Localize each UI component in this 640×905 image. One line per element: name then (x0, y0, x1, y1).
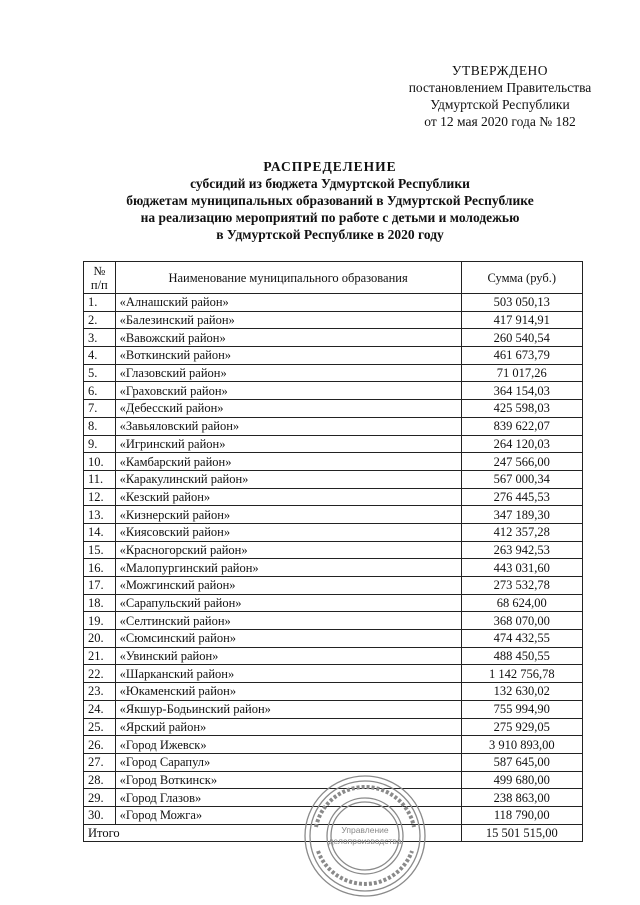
table-body (84, 294, 583, 825)
row-name: «Шарканский район» (115, 665, 461, 683)
row-number: 18. (84, 594, 116, 612)
row-sum: 364 154,03 (461, 382, 582, 400)
row-name: «Дебесский район» (115, 400, 461, 418)
row-number: 24. (84, 700, 116, 718)
row-name: «Малопургинский район» (115, 559, 461, 577)
row-name: «Сарапульский район» (115, 594, 461, 612)
row-sum: 264 120,03 (461, 435, 582, 453)
table-row (84, 470, 583, 488)
row-sum: 587 645,00 (461, 753, 582, 771)
table-row (84, 453, 583, 471)
row-number: 14. (84, 523, 116, 541)
row-number: 19. (84, 612, 116, 630)
row-name: «Город Можга» (115, 806, 461, 824)
table-row (84, 347, 583, 365)
row-name: «Селтинский район» (115, 612, 461, 630)
table-row (84, 630, 583, 648)
row-sum: 3 910 893,00 (461, 736, 582, 754)
row-name: «Глазовский район» (115, 364, 461, 382)
row-name: «Увинский район» (115, 647, 461, 665)
table-row (84, 718, 583, 736)
row-name: «Вавожский район» (115, 329, 461, 347)
table-row (84, 577, 583, 595)
stamp-text-line-2: делопроизводства (328, 836, 402, 846)
row-sum: 132 630,02 (461, 683, 582, 701)
row-name: «Игринский район» (115, 435, 461, 453)
table-row (84, 364, 583, 382)
row-sum: 347 189,30 (461, 506, 582, 524)
table-header-row (84, 262, 583, 294)
title-line-2: субсидий из бюджета Удмуртской Республики (190, 176, 470, 191)
row-number: 10. (84, 453, 116, 471)
document-title (60, 158, 600, 243)
header-number (84, 262, 116, 294)
title-line-4: на реализацию мероприятий по работе с детьми и молодежью (140, 210, 520, 225)
row-sum: 567 000,34 (461, 470, 582, 488)
approval-line-1: постановлением Правительства (408, 80, 592, 95)
row-name: «Красногорский район» (115, 541, 461, 559)
row-sum: 839 622,07 (461, 417, 582, 435)
row-number: 1. (84, 294, 116, 312)
row-name: «Балезинский район» (115, 311, 461, 329)
row-number: 4. (84, 347, 116, 365)
row-sum: 499 680,00 (461, 771, 582, 789)
header-name: Наименование муниципального образования (115, 262, 461, 294)
header-number-line-2: п/п (90, 277, 108, 292)
header-number-line-1: № (93, 263, 106, 278)
row-name: «Город Сарапул» (115, 753, 461, 771)
row-name: «Каракулинский район» (115, 470, 461, 488)
row-name: «Воткинский район» (115, 347, 461, 365)
row-name: «Юкаменский район» (115, 683, 461, 701)
table-row (84, 753, 583, 771)
table-row (84, 506, 583, 524)
row-number: 25. (84, 718, 116, 736)
stamp-text-line-1: Управление (341, 825, 389, 835)
row-sum: 238 863,00 (461, 789, 582, 807)
total-sum: 15 501 515,00 (461, 824, 582, 842)
stamp-seal-icon (302, 773, 428, 899)
row-name: «Город Воткинск» (115, 771, 461, 789)
row-name: «Ярский район» (115, 718, 461, 736)
row-number: 2. (84, 311, 116, 329)
row-name: «Кезский район» (115, 488, 461, 506)
row-sum: 1 142 756,78 (461, 665, 582, 683)
row-number: 12. (84, 488, 116, 506)
table-row (84, 594, 583, 612)
row-sum: 488 450,55 (461, 647, 582, 665)
table-row (84, 541, 583, 559)
table-row (84, 683, 583, 701)
table-row (84, 736, 583, 754)
total-label: Итого (84, 824, 462, 842)
office-stamp (302, 773, 428, 899)
approval-line-3: от 12 мая 2020 года № 182 (424, 114, 576, 129)
row-number: 8. (84, 417, 116, 435)
row-sum: 275 929,05 (461, 718, 582, 736)
row-name: «Якшур-Бодьинский район» (115, 700, 461, 718)
row-name: «Кизнерский район» (115, 506, 461, 524)
row-name: «Город Ижевск» (115, 736, 461, 754)
title-line-5: в Удмуртской Республике в 2020 году (216, 227, 444, 242)
row-name: «Город Глазов» (115, 789, 461, 807)
row-sum: 260 540,54 (461, 329, 582, 347)
row-number: 15. (84, 541, 116, 559)
table-row (84, 612, 583, 630)
row-sum: 118 790,00 (461, 806, 582, 824)
row-sum: 276 445,53 (461, 488, 582, 506)
row-number: 11. (84, 470, 116, 488)
row-name: «Можгинский район» (115, 577, 461, 595)
table-row (84, 435, 583, 453)
row-number: 27. (84, 753, 116, 771)
row-number: 28. (84, 771, 116, 789)
title-line-1: РАСПРЕДЕЛЕНИЕ (263, 159, 397, 174)
row-sum: 68 624,00 (461, 594, 582, 612)
row-number: 5. (84, 364, 116, 382)
row-name: «Сюмсинский район» (115, 630, 461, 648)
table-row (84, 294, 583, 312)
row-number: 3. (84, 329, 116, 347)
row-number: 20. (84, 630, 116, 648)
table-row (84, 647, 583, 665)
row-sum: 368 070,00 (461, 612, 582, 630)
row-number: 29. (84, 789, 116, 807)
approval-heading: УТВЕРЖДЕНО (451, 63, 549, 78)
row-sum: 273 532,78 (461, 577, 582, 595)
approval-block (380, 62, 620, 130)
table-row (84, 400, 583, 418)
row-sum: 263 942,53 (461, 541, 582, 559)
row-sum: 425 598,03 (461, 400, 582, 418)
approval-line-2: Удмуртской Республики (430, 97, 570, 112)
row-number: 6. (84, 382, 116, 400)
row-sum: 503 050,13 (461, 294, 582, 312)
row-sum: 417 914,91 (461, 311, 582, 329)
subsidy-table (83, 261, 583, 842)
row-number: 13. (84, 506, 116, 524)
title-line-3: бюджетам муниципальных образований в Удмуртской Республике (126, 193, 534, 208)
table-row (84, 488, 583, 506)
row-number: 21. (84, 647, 116, 665)
row-sum: 443 031,60 (461, 559, 582, 577)
row-sum: 71 017,26 (461, 364, 582, 382)
table-row (84, 329, 583, 347)
row-name: «Алнашский район» (115, 294, 461, 312)
row-name: «Завьяловский район» (115, 417, 461, 435)
row-name: «Граховский район» (115, 382, 461, 400)
row-sum: 755 994,90 (461, 700, 582, 718)
table-row (84, 311, 583, 329)
table-row (84, 665, 583, 683)
table-row (84, 559, 583, 577)
row-number: 9. (84, 435, 116, 453)
row-number: 16. (84, 559, 116, 577)
header-sum: Сумма (руб.) (461, 262, 582, 294)
table-row (84, 382, 583, 400)
row-sum: 247 566,00 (461, 453, 582, 471)
row-number: 7. (84, 400, 116, 418)
row-number: 30. (84, 806, 116, 824)
row-name: «Киясовский район» (115, 523, 461, 541)
row-sum: 474 432,55 (461, 630, 582, 648)
table-row (84, 700, 583, 718)
row-name: «Камбарский район» (115, 453, 461, 471)
table-row (84, 523, 583, 541)
row-number: 26. (84, 736, 116, 754)
row-number: 23. (84, 683, 116, 701)
row-sum: 412 357,28 (461, 523, 582, 541)
row-number: 22. (84, 665, 116, 683)
table-row (84, 417, 583, 435)
row-sum: 461 673,79 (461, 347, 582, 365)
row-number: 17. (84, 577, 116, 595)
